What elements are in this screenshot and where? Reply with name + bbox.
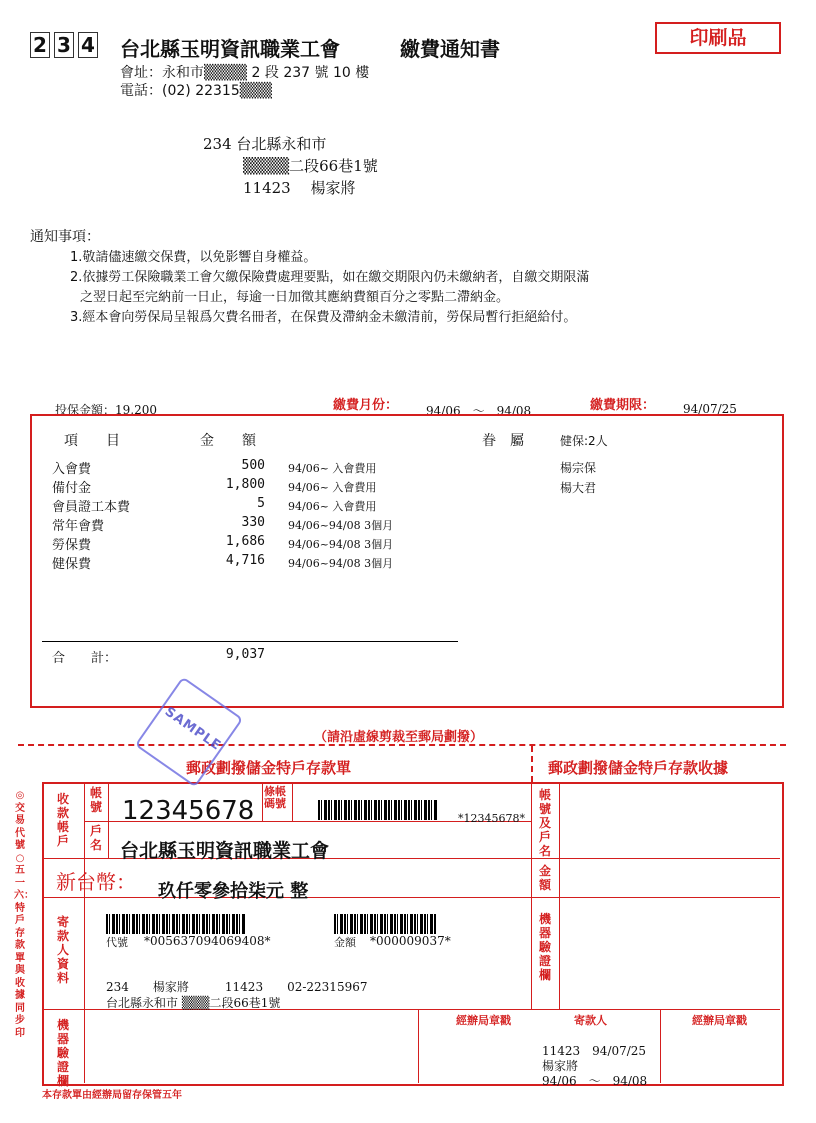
barcode-label-box-2 <box>292 783 293 821</box>
amount-in-words: 玖仟零參拾柒元 整 <box>158 881 309 902</box>
barcode-label: 條帳碼號 <box>264 785 286 810</box>
recipient-line-3: 11423 楊家將 <box>243 179 356 197</box>
dependent-name: 楊宗保 <box>560 461 597 475</box>
right-depositor-label: 寄款人 <box>574 1014 607 1027</box>
cut-line[interactable] <box>18 744 786 746</box>
recipient-line-2: ▒▒▒▒二段66巷1號 <box>243 157 378 175</box>
slip-right-row-2 <box>532 897 780 898</box>
print-label: 印刷品 <box>655 22 781 54</box>
amount-value: *000009037* <box>370 934 451 948</box>
col-amount-header: 金 額 <box>200 433 256 449</box>
slip-bottom-divider-2 <box>660 1009 661 1083</box>
depositor-line-1: 234 楊家將 11423 02-22315967 <box>106 980 368 994</box>
table-row-amount: 1,800 <box>225 477 265 492</box>
barcode-label-box <box>262 783 263 821</box>
right-amount-label: 金額 <box>538 864 551 892</box>
org-address: 會址：永和市▒▒▒▒ 2 段 237 號 10 樓 <box>120 65 370 81</box>
table-row: 勞保費 <box>52 538 92 553</box>
total-label: 合 計： <box>52 651 118 666</box>
table-row: 備付金 <box>52 481 92 496</box>
account-number: 12345678 <box>122 796 255 826</box>
dependent-name: 楊大君 <box>560 481 597 495</box>
insured-amount: 投保金額：19,200 <box>55 403 157 417</box>
org-phone: 電話：(02) 22315▒▒▒ <box>120 83 273 99</box>
slip-left-right-divider <box>531 783 532 1009</box>
table-row: 常年會費 <box>52 519 105 534</box>
slip-divider-vertical-dashed <box>531 746 533 782</box>
slip-machine-col <box>84 1009 85 1083</box>
machine-verify-label: 機器驗證欄 <box>56 1018 69 1088</box>
right-depositor-line-3: 94/06 ～ 94/08 <box>542 1074 648 1088</box>
table-row-note: 94/06~94/08 3個月 <box>288 557 394 570</box>
slip-right-label-divider <box>559 783 560 1009</box>
account-name-label: 戶名 <box>89 824 102 852</box>
table-row: 健保費 <box>52 557 92 572</box>
sample-stamp-text: SAMPLE <box>161 704 224 754</box>
office-stamp-label: 經辦局章戳 <box>456 1014 511 1027</box>
table-row-amount: 500 <box>241 458 265 473</box>
right-depositor-line-1: 11423 94/07/25 <box>542 1044 647 1058</box>
right-office-stamp-label: 經辦局章戳 <box>692 1014 747 1027</box>
ntd-label: 新台幣： <box>56 870 136 894</box>
table-row-note: 94/06~94/08 3個月 <box>288 538 394 551</box>
slip-left-title: 郵政劃撥儲金特戶存款單 <box>186 759 352 777</box>
account-barcode-text: *12345678* <box>458 812 525 825</box>
account-barcode <box>318 800 438 820</box>
col-item-header: 項 目 <box>64 433 120 449</box>
table-row-amount: 4,716 <box>225 553 265 568</box>
table-row-note: 94/06~94/08 3個月 <box>288 519 394 532</box>
total-value: 9,037 <box>225 647 265 662</box>
depositor-line-2: 台北縣永和市 ▒▒▒二段66巷1號 <box>106 996 281 1010</box>
org-name: 台北縣玉明資訊職業工會 <box>120 37 340 61</box>
account-name: 台北縣玉明資訊職業工會 <box>120 840 330 862</box>
cut-instruction: （請沿虛線剪裁至郵局劃撥） <box>314 730 484 745</box>
table-row-amount: 5 <box>257 496 265 511</box>
month-label: 繳費月份： <box>333 398 399 413</box>
total-divider <box>42 641 458 642</box>
zip-box-1: 2 <box>30 32 50 58</box>
table-row-note: 94/06~ 入會費用 <box>288 481 377 494</box>
slip-right-row-1 <box>532 858 780 859</box>
slip-right-title: 郵政劃撥儲金特戶存款收據 <box>548 759 729 777</box>
slip-label-col-divider <box>84 783 85 1009</box>
table-row-note: 94/06~ 入會費用 <box>288 500 377 513</box>
account-no-label: 帳號 <box>89 786 102 814</box>
notice-title: 通知事項： <box>30 229 100 245</box>
code-barcode <box>106 914 246 934</box>
table-row-amount: 330 <box>241 515 265 530</box>
depositor-label: 寄款人資料 <box>56 915 69 985</box>
slip-footer: 本存款單由經辦局留存保管五年 <box>42 1090 182 1101</box>
recipient-line-1: 234 台北縣永和市 <box>203 135 327 153</box>
recv-account-label: 收款帳戶 <box>56 792 69 848</box>
month-value: 94/06 ～ 94/08 <box>426 404 532 418</box>
zip-box-2: 3 <box>54 32 74 58</box>
deadline-label: 繳費期限： <box>590 398 656 413</box>
amount-label: 金額 <box>334 936 356 949</box>
col-dependents-header: 眷 屬 <box>482 433 524 449</box>
notice-item-2: 2.依據勞工保險職業工會欠繳保險費處理要點，如在繳交期限內仍未繳納者，自繳交期限滿 <box>70 270 590 285</box>
table-row: 會員證工本費 <box>52 500 131 515</box>
right-account-label: 帳號及戶名 <box>538 788 551 858</box>
table-row-amount: 1,686 <box>225 534 265 549</box>
table-row-note: 94/06~ 入會費用 <box>288 462 377 475</box>
doc-title: 繳費通知書 <box>400 37 500 61</box>
amount-barcode <box>334 914 436 934</box>
zip-box-3: 4 <box>78 32 98 58</box>
code-label: 代號 <box>106 936 128 949</box>
notice-item-2-cont: 之翌日起至完納前一日止，每逾一日加徵其應納費額百分之零點二滯納金。 <box>80 290 510 305</box>
notice-item-1: 1.敬請儘速繳交保費，以免影響自身權益。 <box>70 250 317 265</box>
right-depositor-line-2: 楊家將 <box>542 1059 579 1073</box>
deadline-value: 94/07/25 <box>683 402 737 416</box>
side-note: ◎交易代號○五一六：特戶存款單與收據同步印 <box>14 790 34 1039</box>
notice-item-3: 3.經本會向勞保局呈報爲欠費名冊者，在保費及滯納金未繳清前，勞保局暫行拒絕給付。 <box>70 310 577 325</box>
fee-table <box>30 414 784 708</box>
code-value: *005637094069408* <box>144 934 271 948</box>
health-count: 健保:2人 <box>560 434 608 448</box>
slip-bottom-divider-1 <box>418 1009 419 1083</box>
table-row: 入會費 <box>52 462 92 477</box>
right-machine-label: 機器驗證欄 <box>538 912 551 982</box>
